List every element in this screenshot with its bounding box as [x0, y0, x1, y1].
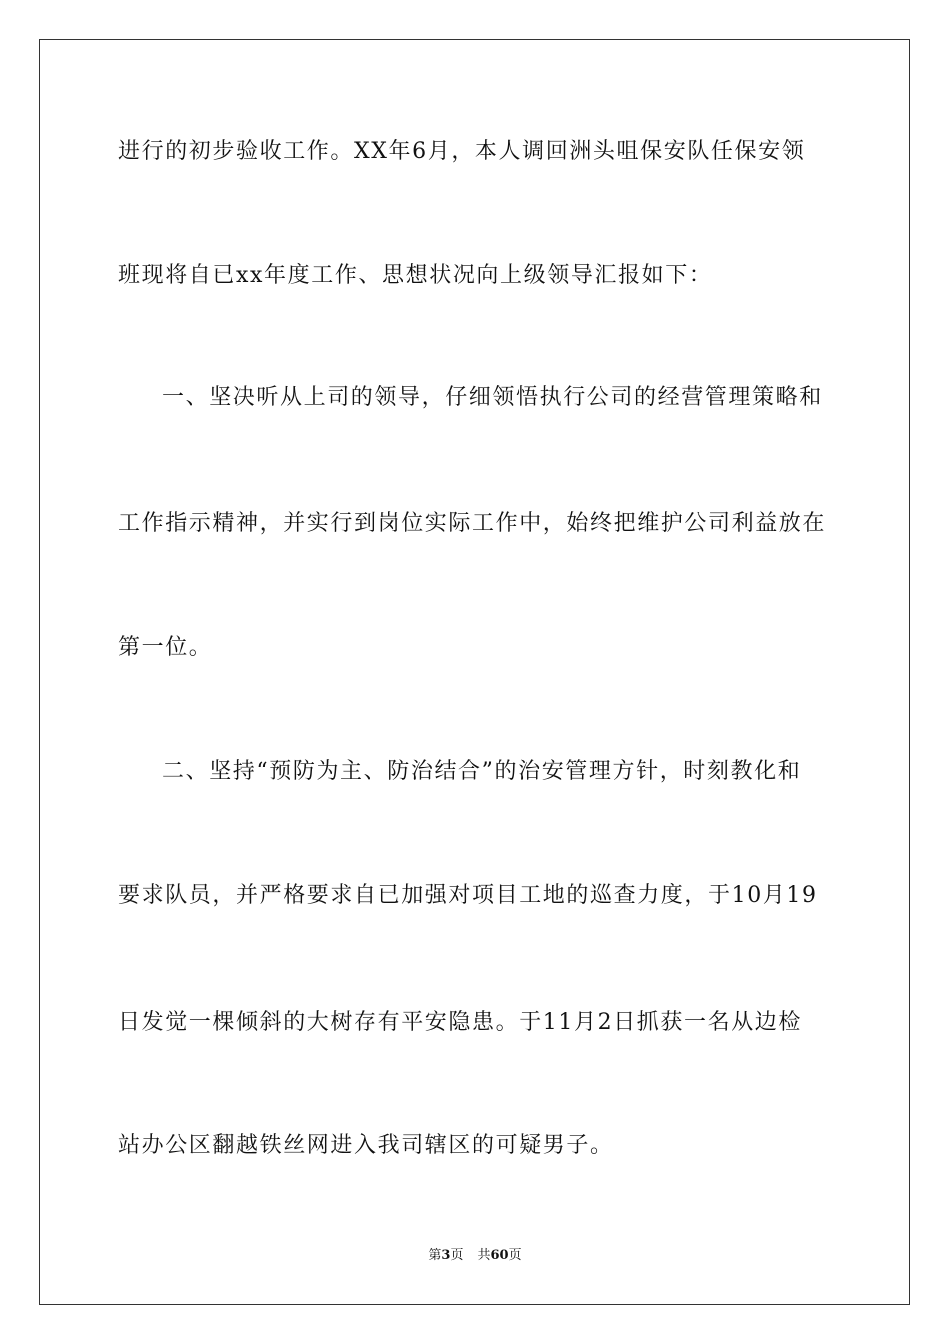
body-line-7: 要求队员，并严格要求自已加强对项目工地的巡查力度，于10月19: [118, 883, 818, 908]
page-border: [39, 39, 910, 1305]
body-line-3: 一、坚决听从上司的领导，仔细领悟执行公司的经营管理策略和: [162, 385, 823, 410]
page-prefix: 第: [428, 1248, 442, 1263]
body-line-1: 进行的初步验收工作。XX年6月，本人调回洲头咀保安队任保安领: [118, 139, 806, 164]
body-line-6: 二、坚持“预防为主、防治结合”的治安管理方针，时刻教化和: [162, 759, 802, 784]
body-line-9: 站办公区翻越铁丝网进入我司辖区的可疑男子。: [118, 1133, 614, 1158]
total-suffix: 页: [508, 1248, 522, 1263]
page-suffix: 页: [450, 1248, 464, 1263]
page-footer: [0, 1247, 950, 1265]
body-line-2: 班现将自已xx年度工作、思想状况向上级领导汇报如下：: [118, 263, 713, 288]
page-number: 3: [441, 1248, 451, 1263]
body-line-8: 日发觉一棵倾斜的大树存有平安隐患。于11月2日抓获一名从边检: [118, 1010, 802, 1035]
total-prefix: 共: [477, 1248, 491, 1263]
body-line-5: 第一位。: [118, 635, 213, 660]
total-pages: 60: [490, 1248, 509, 1263]
body-line-4: 工作指示精神，并实行到岗位实际工作中，始终把维护公司利益放在: [118, 511, 827, 536]
